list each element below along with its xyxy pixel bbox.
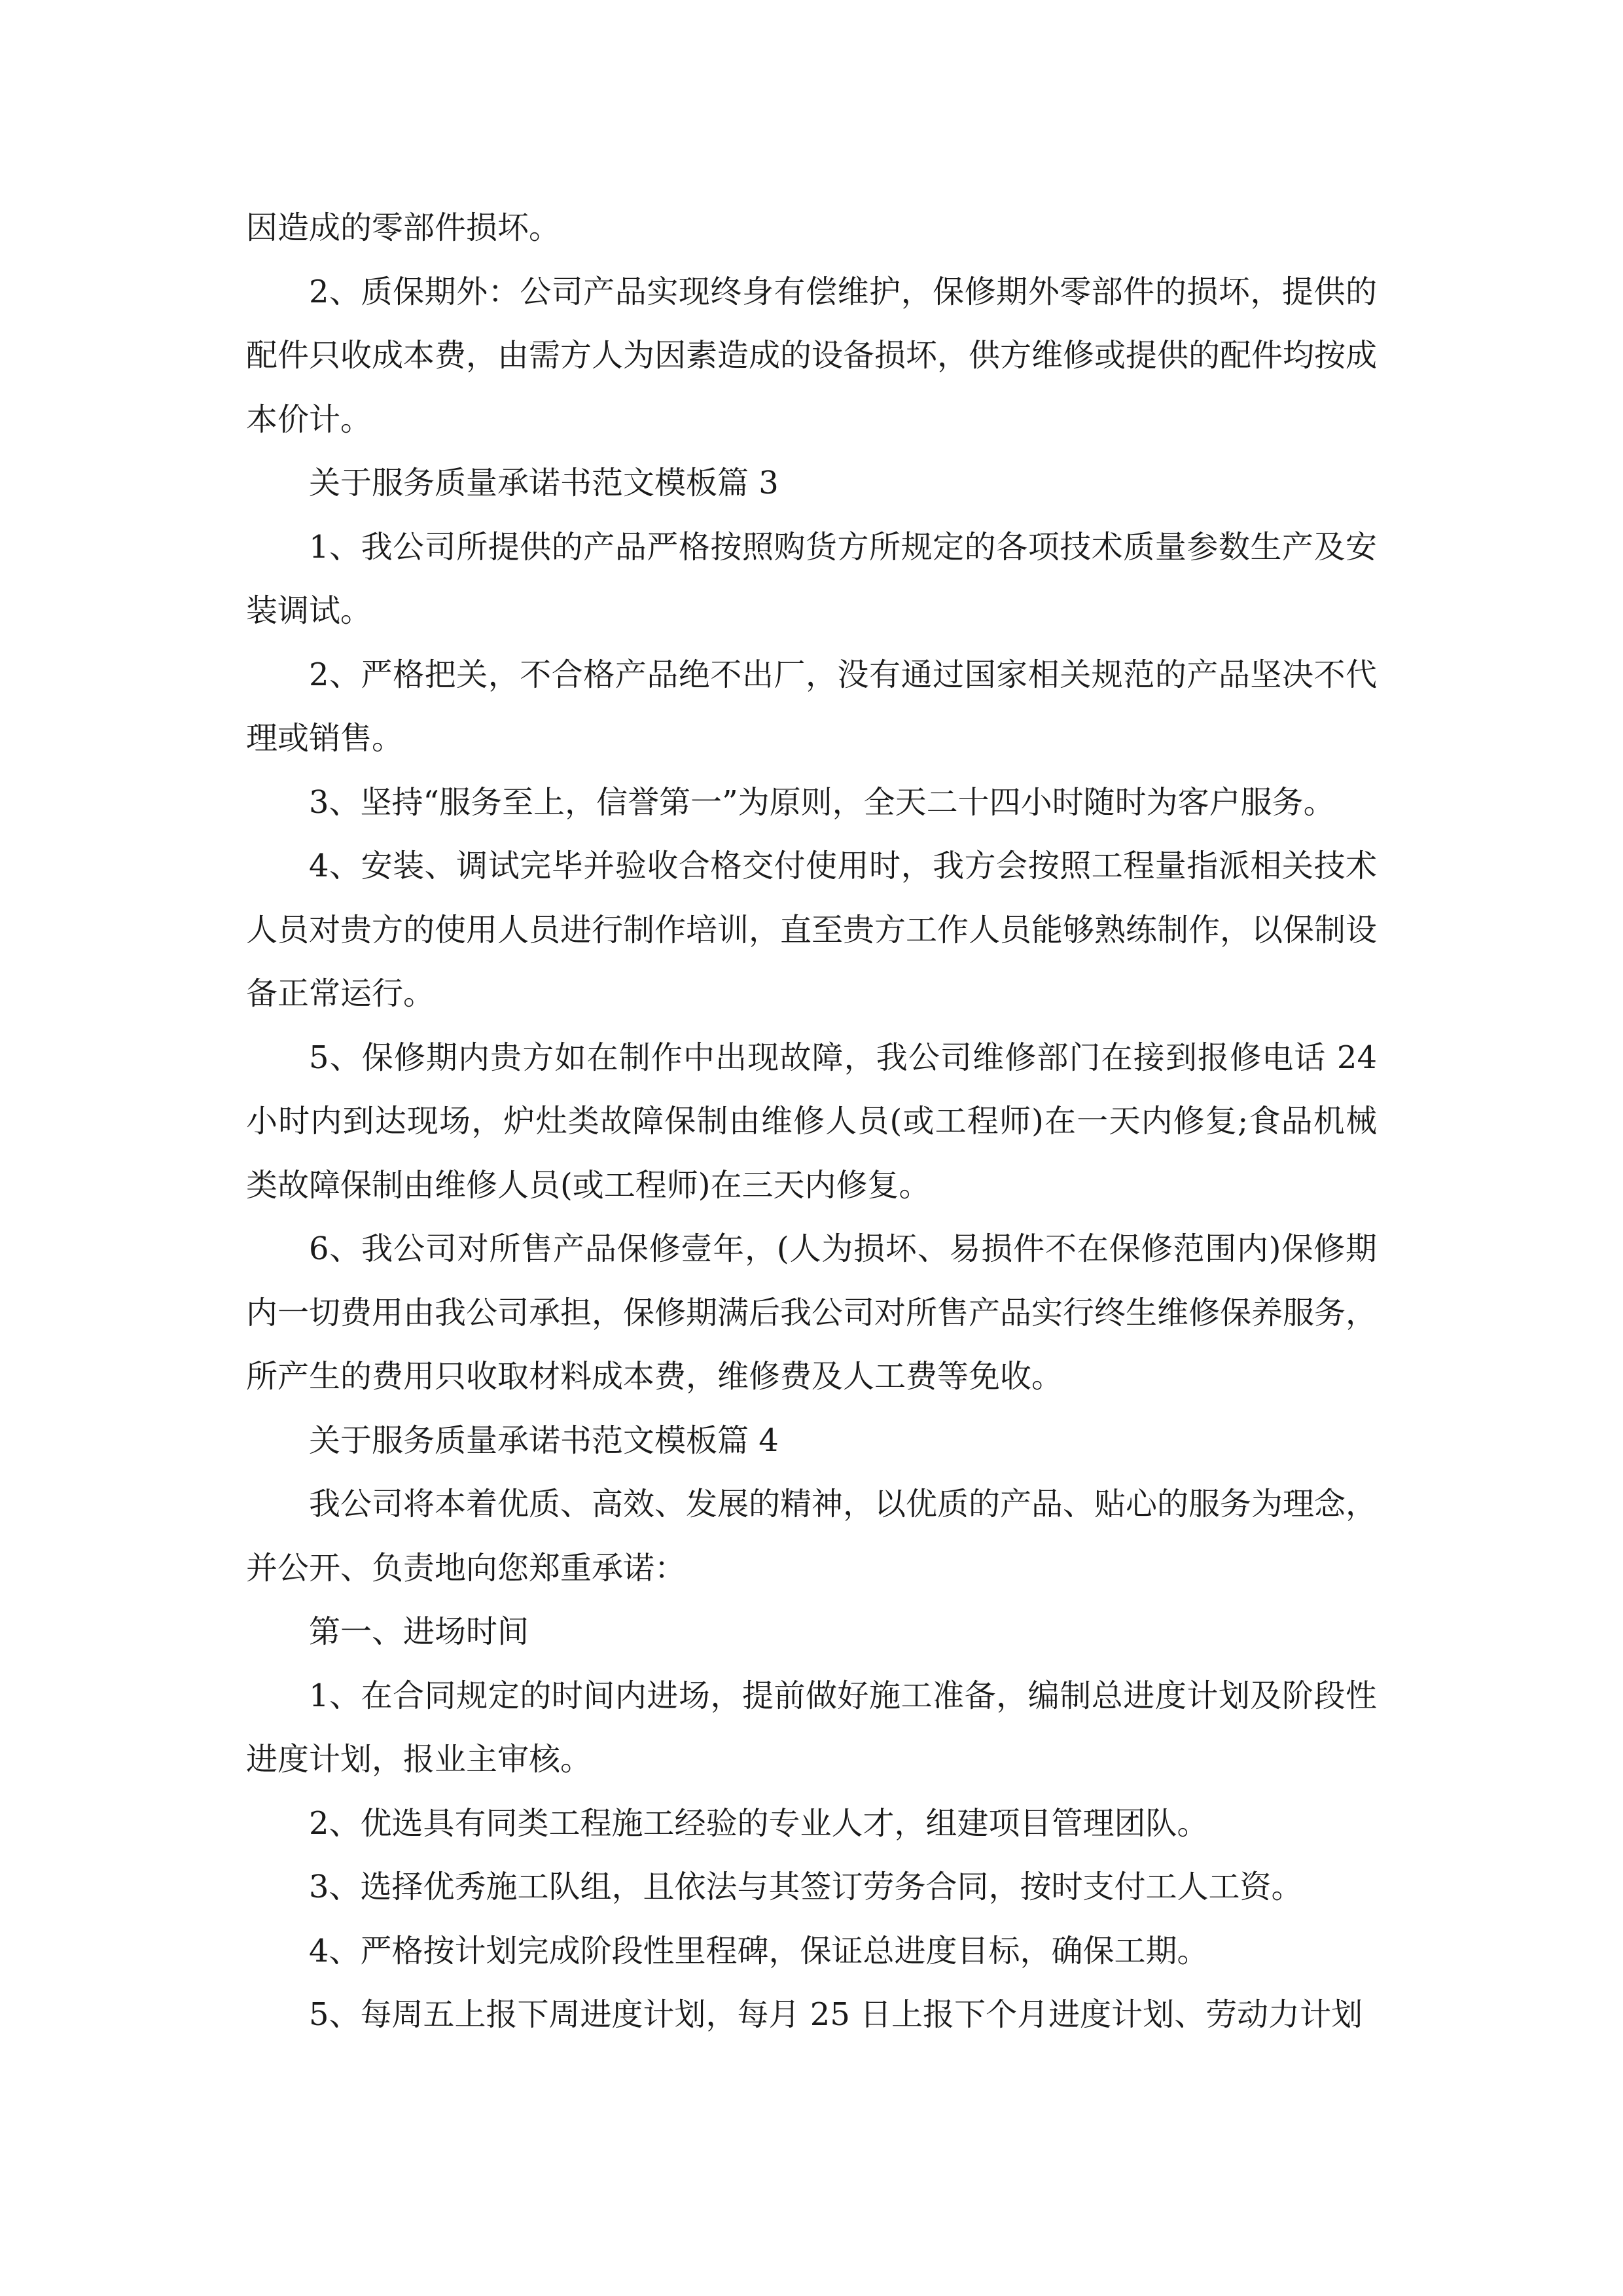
paragraph-2: 2、质保期外：公司产品实现终身有偿维护，保修期外零部件的损坏，提供的配件只收成本费，由需方人为因素造成的设备损坏，供方维修或提供的配件均按成本价计。 xyxy=(246,273,1378,438)
document-body xyxy=(246,196,1377,2047)
paragraph-4: 1、我公司所提供的产品严格按照购货方所规定的各项技术质量参数生产及安装调试。 xyxy=(246,528,1377,629)
paragraph-8: 5、保修期内贵方如在制作中出现故障，我公司维修部门在接到报修电话 24 小时内到达现场，炉灶类故障保制由维修人员(或工程师)在一天内修复;食品机械类故障保制由维修人员(或工程师)在三天内修复。 xyxy=(246,1039,1377,1204)
paragraph-12: 第一、进场时间 xyxy=(309,1613,529,1650)
paragraph-9: 6、我公司对所售产品保修壹年，(人为损坏、易损件不在保修范围内)保修期内一切费用由我公司承担，保修期满后我公司对所售产品实行终生维修保养服务，所产生的费用只收取材料成本费，维修费及人工费等免收。 xyxy=(246,1230,1378,1395)
paragraph-15: 3、选择优秀施工队组，且依法与其签订劳务合同，按时支付工人工资。 xyxy=(309,1869,1303,1905)
paragraph-16: 4、严格按计划完成阶段性里程碑，保证总进度目标，确保工期。 xyxy=(309,1932,1209,1969)
paragraph-7: 4、安装、调试完毕并验收合格交付使用时，我方会按照工程量指派相关技术人员对贵方的使用人员进行制作培训，直至贵方工作人员能够熟练制作，以保制设备正常运行。 xyxy=(246,848,1378,1012)
paragraph-11: 我公司将本着优质、高效、发展的精神，以优质的产品、贴心的服务为理念，并公开、负责地向您郑重承诺： xyxy=(246,1486,1378,1587)
paragraph-13: 1、在合同规定的时间内进场，提前做好施工准备，编制总进度计划及阶段性进度计划，报业主审核。 xyxy=(246,1677,1377,1778)
paragraph-17: 5、每周五上报下周进度计划，每月 25 日上报下个月进度计划、劳动力计划 xyxy=(309,1996,1363,2033)
paragraph-1: 因造成的零部件损坏。 xyxy=(246,209,561,246)
section-heading-3: 关于服务质量承诺书范文模板篇 3 xyxy=(309,465,779,501)
paragraph-14: 2、优选具有同类工程施工经验的专业人才，组建项目管理团队。 xyxy=(309,1804,1209,1842)
paragraph-5: 2、严格把关，不合格产品绝不出厂，没有通过国家相关规范的产品坚决不代理或销售。 xyxy=(246,656,1377,757)
section-heading-4: 关于服务质量承诺书范文模板篇 4 xyxy=(309,1422,779,1459)
paragraph-6: 3、坚持“服务至上，信誉第一”为原则，全天二十四小时随时为客户服务。 xyxy=(309,783,1335,821)
